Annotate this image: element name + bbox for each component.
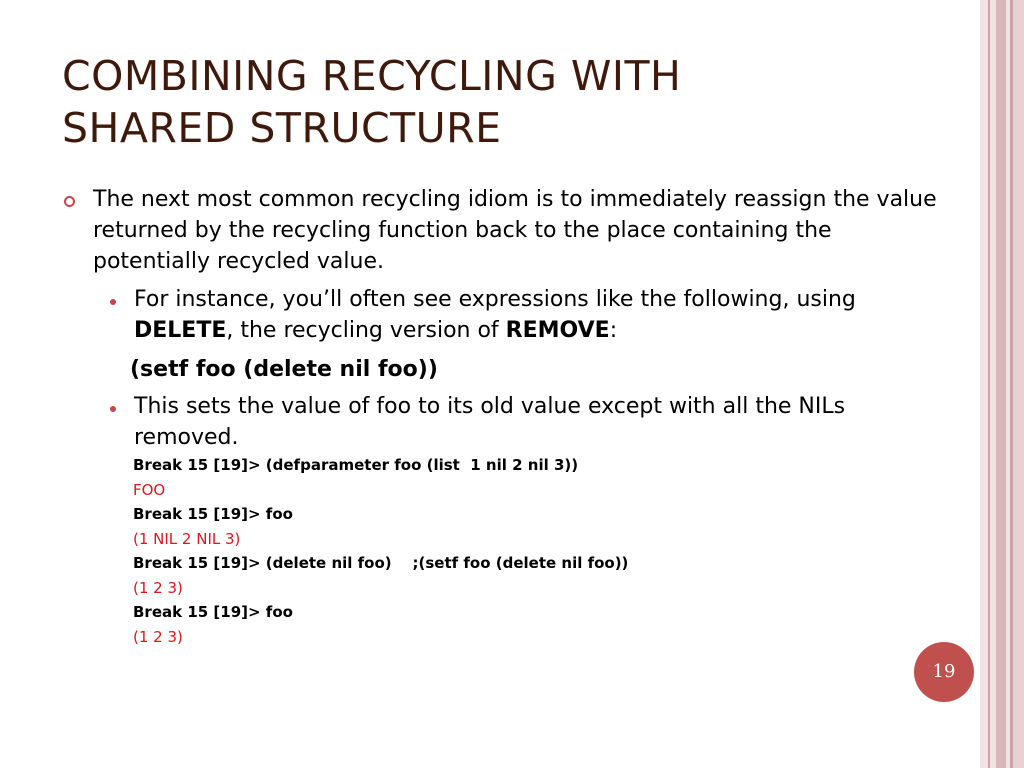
- repl-output-line: (1 2 3): [133, 578, 183, 597]
- sub-bullet-1: [134, 284, 934, 346]
- main-bullet-text: The next most common recycling idiom is to immediately reassign the value returned by the recycling function back to the place containing the potentially recycled value.: [93, 187, 937, 274]
- delete-keyword: DELETE: [134, 318, 227, 343]
- repl-output-line: FOO: [133, 480, 166, 499]
- slide-title-line-1: COMBINING RECYCLING WITH: [62, 52, 682, 100]
- sub-bullet-2: This sets the value of foo to its old value except with all the NILs removed.: [134, 394, 846, 450]
- repl-input-line: Break 15 [19]> (defparameter foo (list 1 nil 2 nil 3)): [133, 456, 579, 474]
- sub-bullet-1-middle: , the recycling version of: [226, 318, 506, 343]
- sub-bullet-1-prefix: For instance, you’ll often see expressions like the following, using: [134, 287, 856, 312]
- code-expression: (setf foo (delete nil foo)): [130, 357, 438, 382]
- dot-bullet-icon: [110, 299, 116, 305]
- repl-input-line: Break 15 [19]> foo: [133, 505, 293, 523]
- decorative-stripe: [996, 0, 1006, 768]
- dot-bullet-icon: [110, 406, 116, 412]
- sub-bullet-1-suffix: :: [609, 318, 618, 343]
- ring-bullet-icon: [64, 196, 75, 207]
- remove-keyword: REMOVE: [505, 318, 610, 343]
- repl-input-line: Break 15 [19]> foo: [133, 603, 293, 621]
- repl-input-line: Break 15 [19]> (delete nil foo) ;(setf foo (delete nil foo)): [133, 554, 629, 572]
- page-number-badge: 19: [914, 642, 974, 702]
- slide-title: [62, 50, 942, 154]
- repl-output-line: (1 2 3): [133, 627, 183, 646]
- slide-title-line-2: SHARED STRUCTURE: [62, 104, 502, 152]
- decorative-stripe: [980, 0, 988, 768]
- decorative-stripe: [1013, 0, 1024, 768]
- repl-output-line: (1 NIL 2 NIL 3): [133, 529, 241, 548]
